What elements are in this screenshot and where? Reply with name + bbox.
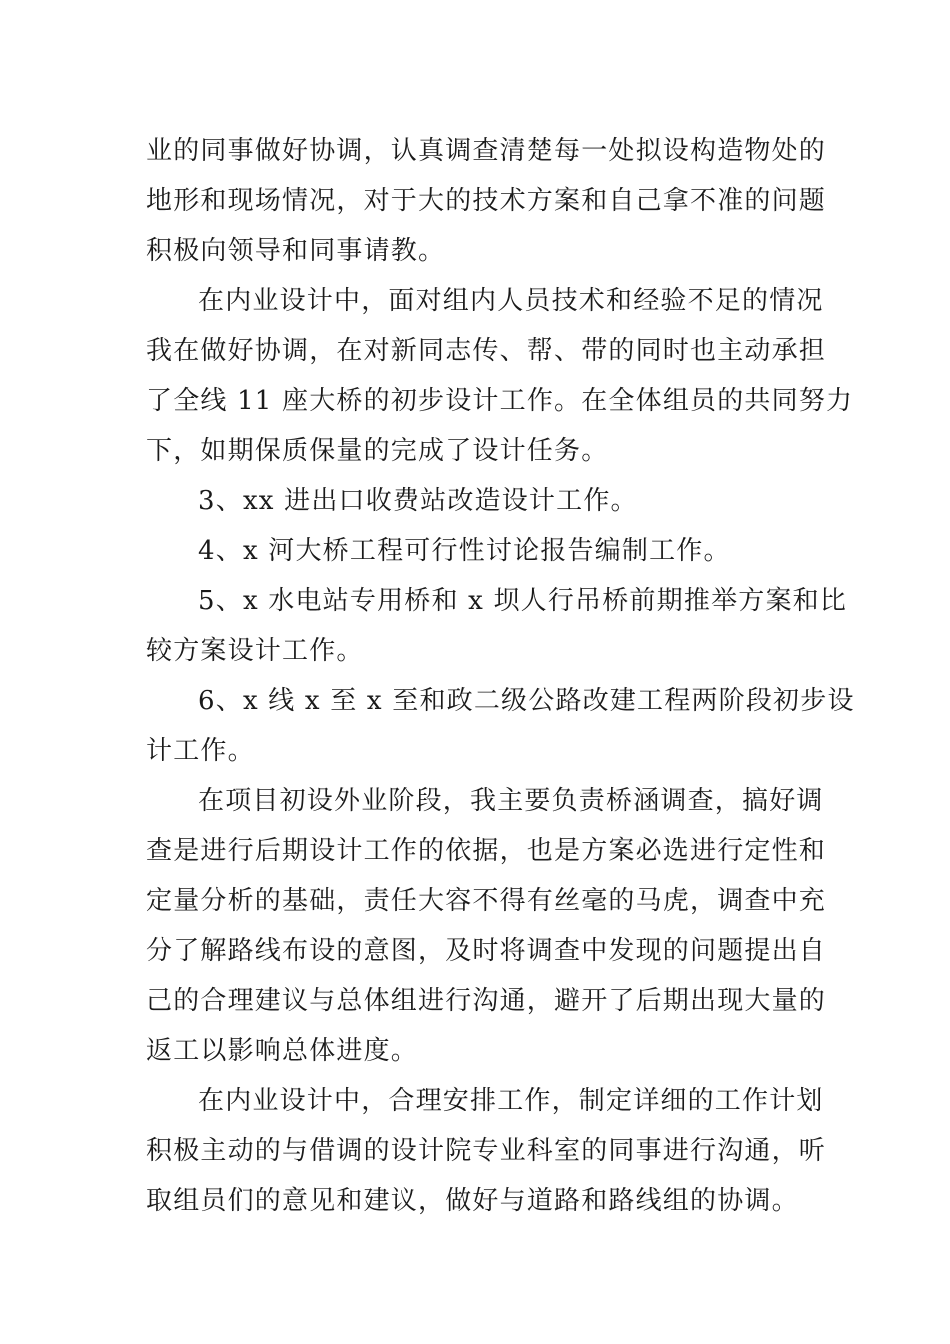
paragraph-start-line: 在项目初设外业阶段，我主要负责桥涵调查，搞好调: [198, 786, 824, 816]
document-body: [146, 126, 855, 1226]
text-line: 取组员们的意见和建议，做好与道路和路线组的协调。: [146, 1186, 799, 1216]
list-item-5: 5、x 水电站专用桥和 x 坝人行吊桥前期推举方案和比: [198, 586, 848, 616]
text-line: 了全线 11 座大桥的初步设计工作。在全体组员的共同努力: [146, 386, 854, 416]
paragraph-start-line: 在内业设计中，合理安排工作，制定详细的工作计划: [198, 1086, 824, 1116]
text-line: 分了解路线布设的意图，及时将调查中发现的问题提出自: [146, 936, 827, 966]
text-line: 我在做好协调，在对新同志传、帮、带的同时也主动承担: [146, 336, 827, 366]
text-line: 返工以影响总体进度。: [146, 1036, 419, 1066]
paragraph-start-line: 在内业设计中，面对组内人员技术和经验不足的情况: [198, 286, 824, 316]
text-line: 积极主动的与借调的设计院专业科室的同事进行沟通，听: [146, 1136, 827, 1166]
text-line: 定量分析的基础，责任大容不得有丝毫的马虎，调查中充: [146, 886, 827, 916]
text-line: 下，如期保质保量的完成了设计任务。: [146, 436, 609, 466]
text-line: 业的同事做好协调，认真调查清楚每一处拟设构造物处的: [146, 136, 827, 166]
list-item-6: 6、x 线 x 至 x 至和政二级公路改建工程两阶段初步设: [198, 686, 855, 716]
text-line: 计工作。: [146, 736, 255, 766]
text-line: 积极向领导和同事请教。: [146, 236, 446, 266]
list-item-4: 4、x 河大桥工程可行性讨论报告编制工作。: [198, 536, 731, 566]
text-line: 地形和现场情况，对于大的技术方案和自己拿不准的问题: [146, 186, 827, 216]
text-line: 查是进行后期设计工作的依据，也是方案必选进行定性和: [146, 836, 827, 866]
text-line: 己的合理建议与总体组进行沟通，避开了后期出现大量的: [146, 986, 827, 1016]
text-line: 较方案设计工作。: [146, 636, 364, 666]
list-item-3: 3、xx 进出口收费站改造设计工作。: [198, 486, 638, 516]
